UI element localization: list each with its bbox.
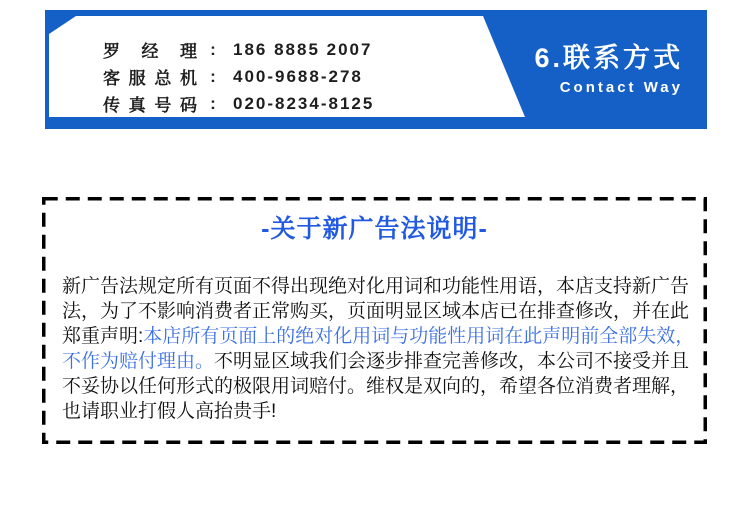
contact-number: 400-9688-278 <box>233 66 363 86</box>
notice-line <box>62 349 689 374</box>
notice-text: 郑重声明: <box>62 326 144 347</box>
notice-line <box>62 399 689 424</box>
notice-highlight-text: 本店所有页面上的绝对化用词与功能性用词在此声明前全部失效， <box>143 326 695 347</box>
notice-box <box>42 197 707 444</box>
contact-label: 罗经理 <box>103 42 197 61</box>
contact-row <box>103 36 374 63</box>
notice-text: 不明显区域我们会逐步排查完善修改，本公司不接受并且 <box>214 351 690 372</box>
notice-text: 新广告法规定所有页面不得出现绝对化用词和功能性用语，本店支持新广告 <box>62 276 690 297</box>
contact-colon: : <box>210 66 216 86</box>
contact-banner <box>45 10 707 129</box>
contact-row <box>103 63 374 90</box>
contact-colon: : <box>210 39 216 59</box>
notice-line <box>62 374 689 399</box>
notice-text: 也请职业打假人高抬贵手! <box>62 401 277 422</box>
section-title: 6.联系方式 <box>534 43 683 73</box>
contact-rows <box>103 36 374 117</box>
section-title-block <box>534 42 683 97</box>
notice-body <box>62 274 695 424</box>
contact-label: 客服总机 <box>103 69 197 88</box>
contact-number: 020-8234-8125 <box>233 93 375 113</box>
contact-label: 传真号码 <box>103 96 197 115</box>
contact-colon: : <box>210 93 216 113</box>
contact-row <box>103 90 374 117</box>
section-subtitle-en: Contact Way <box>559 79 683 96</box>
notice-highlight-text: 不作为赔付理由。 <box>62 351 215 372</box>
notice-text: 法，为了不影响消费者正常购买，页面明显区域本店已在排查修改，并在此 <box>62 301 690 322</box>
notice-line <box>62 299 689 324</box>
notice-text: 不妥协以任何形式的极限用词赔付。维权是双向的，希望各位消费者理解， <box>62 376 690 397</box>
notice-line <box>62 324 695 349</box>
contact-number: 186 8885 2007 <box>233 39 373 59</box>
notice-title: -关于新广告法说明- <box>261 215 488 243</box>
notice-line <box>62 274 689 299</box>
